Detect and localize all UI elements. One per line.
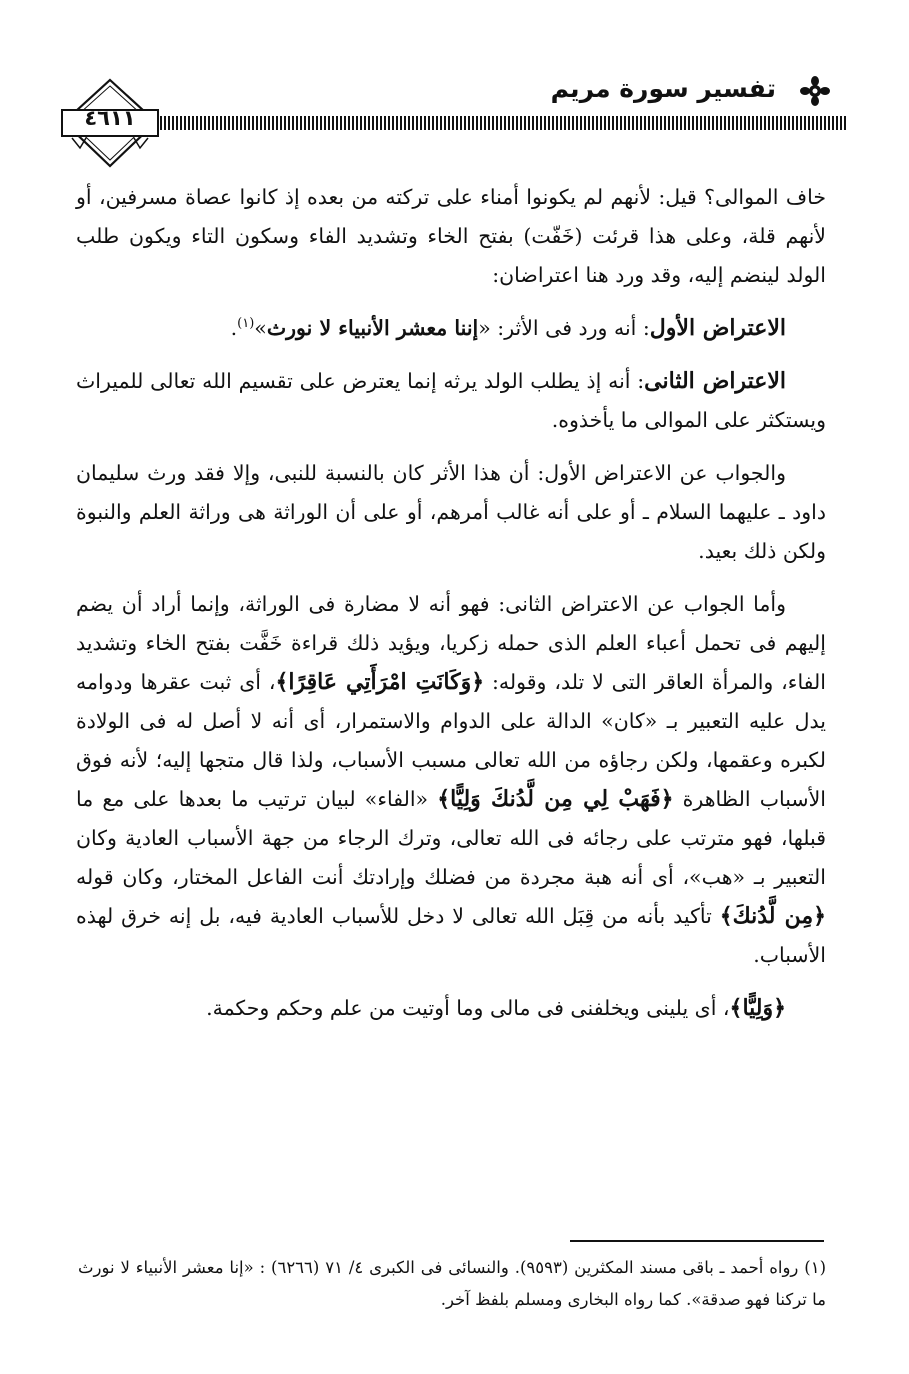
quran-verse-4: ﴿وَلِيًّا﴾	[729, 995, 786, 1021]
paragraph-1: خاف الموالى؟ قيل: لأنهم لم يكونوا أمناء على تركته من بعده إذ كانوا عصاة مسرفين، أو لأنهم قلة، وعلى هذا قرئت (خَفّت) بفتح الخاء وتشديد الفاء وسكون التاء ويكون طلب الولد لينضم إليه، وقد ورد هنا اعتراضان:	[76, 185, 826, 287]
paragraph-answer-first: والجواب عن الاعتراض الأول: أن هذا الأثر كان بالنسبة للنبى، وإلا فقد ورث سليمان داود ـ عليهما السلام ـ أو على أنه غالب أمرهم، أو على أن الوراثة هى وراثة العلم والنبوة ولكن ذلك بعيد.	[76, 461, 826, 563]
page-header	[60, 70, 846, 170]
paragraph-first-objection	[76, 309, 826, 348]
waliyya-explanation: ، أى يلينى ويخلفنى فى مالى وما أوتيت من علم وحكم وحكمة.	[206, 996, 730, 1020]
quran-verse-2: ﴿فَهَبْ لِي مِن لَّدُنكَ وَلِيًّا﴾	[437, 786, 674, 812]
answer-second-part-c: «الفاء» لبيان ترتيب ما بعدها على مع ما قبلها، فهو مترتب على رجائه فى الله تعالى، وترك الرجاء من جهة الأسباب العادية وكان التعبير بـ «هب»، أى أنه هبة مجردة من فضلك وإرادتك أنت الفاعل المختار، وكان قوله	[76, 787, 826, 889]
flower-ornament-icon	[800, 76, 830, 106]
paragraph-waliyya	[76, 989, 826, 1028]
header-dotted-rule	[152, 116, 846, 130]
chapter-title: تفسير سورة مريم	[550, 74, 776, 103]
hadith-quote: إننا معشر الأنبياء لا نورث	[266, 316, 479, 340]
second-objection-term: الاعتراض الثانى	[644, 368, 786, 394]
paragraph-answer-second	[76, 585, 826, 975]
first-objection-term: الاعتراض الأول	[649, 315, 786, 341]
first-objection-end: .	[230, 316, 238, 340]
answer-second-part-b: ، أى ثبت عقرها ودوامه يدل عليه التعبير بـ «كان» الدالة على الدوام والاستمرار، أى أنه لا أصل له فى الولادة لكبره وعقمها، ولكن رجاؤه من الله تعالى مسبب الأسباب، ولذا قال متجها إليه؛ لأنه فوق الأسباب الظاهرة	[76, 670, 826, 811]
second-objection-text: : أنه إذ يطلب الولد يرثه إنما يعترض على تقسيم الله تعالى للميراث ويستكثر على الموالى ما يأخذوه.	[76, 369, 826, 432]
answer-second-part-a: وأما الجواب عن الاعتراض الثانى: فهو أنه لا مضارة فى الوراثة، وإنما أراد أن يضم إليهم فى تحمل أعباء العلم الذى حمله زكريا، ويؤيد ذلك قراءة خَفَّت بفتح الخاء وتشديد الفاء، والمرأة العاقر التى لا تلد، وقوله:	[76, 592, 826, 694]
quran-verse-3: ﴿مِن لَّدُنكَ﴾	[719, 903, 826, 929]
hadith-quote-close: »	[254, 316, 267, 340]
page-number: ٤٦١١	[84, 106, 136, 130]
footnote-reference: (١)	[237, 316, 255, 332]
body-text	[76, 178, 826, 1042]
footnote-1: (١) رواه أحمد ـ باقى مسند المكثرين (٩٥٩٣). والنسائى فى الكبرى ٤/ ٧١ (٦٢٦٦) : «إنا معشر الأنبياء لا نورث ما تركنا فهو صدقة». كما رواه البخارى ومسلم بلفظ آخر.	[78, 1258, 826, 1309]
quran-verse-1: ﴿وَكَانَتِ امْرَأَتِي عَاقِرًا﴾	[275, 669, 485, 695]
paragraph-second-objection	[76, 362, 826, 440]
page-number-badge	[60, 76, 160, 172]
answer-second-part-d: تأكيد بأنه من قِبَل الله تعالى لا دخل للأسباب العادية فيه، بل إنه خرق لهذه الأسباب.	[76, 904, 826, 967]
footnote-separator	[570, 1240, 824, 1242]
first-objection-text: : أنه ورد فى الأثر: «	[478, 316, 650, 340]
